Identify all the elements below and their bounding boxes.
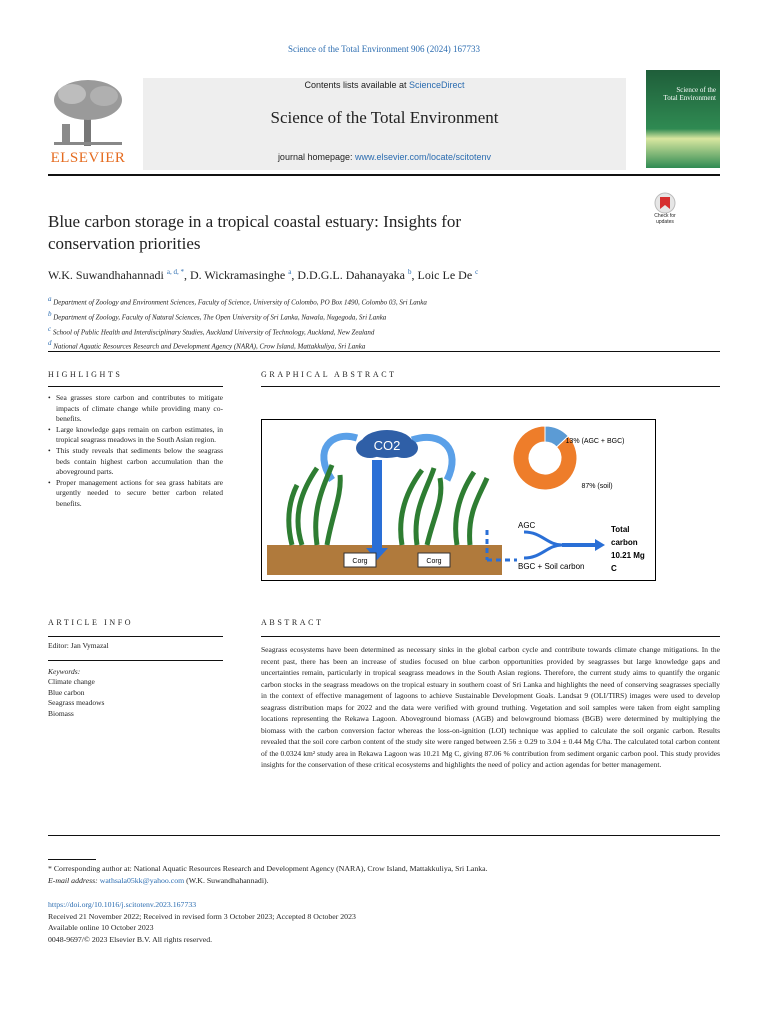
sciencedirect-link[interactable]: ScienceDirect [409, 80, 465, 90]
keyword: Blue carbon [48, 687, 85, 697]
author-sup[interactable]: a, d, * [166, 268, 184, 276]
article-title [48, 211, 608, 255]
article-meta [48, 899, 720, 945]
title-line-1: Blue carbon storage in a tropical coastal estuary: Insights for [48, 212, 462, 231]
article-info [48, 641, 223, 720]
check-updates-label: Check for updates [654, 213, 676, 225]
pie-label-agc-bgc: 13% (AGC + BGC) [565, 438, 625, 445]
carbon-share-pie [513, 426, 577, 490]
publisher-wordmark[interactable]: ELSEVIER [50, 150, 126, 166]
homepage-link[interactable]: www.elsevier.com/locate/scitotenv [355, 152, 492, 162]
cover-title-line2: Total Environment [663, 94, 716, 102]
check-updates-icon [648, 192, 682, 214]
article-info-heading: ARTICLE INFO [48, 618, 134, 627]
affiliation-sup: a [48, 295, 52, 303]
highlight-item: • Large knowledge gaps remain on carbon estimates, in tropical seagrass meadows in the South Asian region. [48, 425, 223, 446]
elsevier-tree-icon [48, 78, 128, 150]
keyword: Climate change [48, 677, 95, 687]
abstract-text: Seagrass ecosystems have been determined as necessary sinks in the global carbon cycle and contribute towards climate change mitigations. In the recent past, there has been an increase of studies focused on blue carbon opportunities provided by seagrasses but large knowledge gaps and uncertainties remain, particularly in tropical seagrass meadows in the South Asian regions. Therefore, the current study aims to quantify the organic carbon stocks in the seagrass meadows on the tropical estuary in southern coast of Sri Lanka and highlights the need of conserving seagrasses specially in the context of effective management of lagoons to achieve Sustainable Development Goals. Landsat 9 (OLI/TIRS) images were used to develop seagrass distribution maps for 2022 and the data were verified with ground truthing. Vegetation and soil samples were taken from eight sampling locations representing the Rekawa Lagoon. Aboveground biomass (AGB) and belowground biomass (BGB) were determined by multiplying the biomass with the carbon conversion factor whereas the loss-on-ignition (LOI) technique was applied to calculate the soil organic carbon. Results revealed that the soil core carbon content of the study site were ranged between 2.56 ± 0.29 to 3.04 ± 0.44 Mg C/ha. The calculated total carbon content of the 0.0324 km² study area in Rekawa Lagoon was 10.21 Mg C, giving 87.06 % contribution from sediment organic carbon pool. This study provides insights for the conservation of these critical ecosystems and highlights the need of policy and action agendas for better management. [261, 645, 720, 769]
agc-label: AGC [518, 521, 536, 530]
abstract-bottom-rule [48, 835, 720, 836]
available-online: Available online 10 October 2023 [48, 923, 154, 932]
affiliation-item [48, 324, 708, 339]
journal-title: Science of the Total Environment [270, 108, 499, 127]
doi-link[interactable]: https://doi.org/10.1016/j.scitotenv.2023.167733 [48, 900, 197, 909]
journal-cover[interactable] [646, 70, 720, 168]
affiliation-sup: b [48, 309, 52, 318]
author-name[interactable]: W.K. Suwandhahannadi [48, 268, 164, 282]
title-line-2: conservation priorities [48, 234, 201, 253]
bgc-soil-label: BGC + Soil carbon [518, 562, 585, 571]
bgc-flow-arrow [524, 545, 562, 558]
abstract-rule [261, 636, 720, 637]
highlights-heading: HIGHLIGHTS [48, 370, 123, 379]
contents-prefix: Contents lists available at [304, 80, 410, 90]
affiliation-text: National Aquatic Resources Research and Development Agency (NARA), Crow Island, Mattakkuliya, Sri Lanka [53, 342, 366, 351]
highlights-rule [48, 386, 223, 387]
abstract-heading: ABSTRACT [261, 618, 324, 627]
carbon-down-arrow [372, 460, 382, 550]
corg-label-right: Corg [426, 558, 442, 565]
cover-title-line1: Science of the [676, 86, 716, 94]
affiliation-text: Department of Zoology, Faculty of Natural Sciences, The Open University of Sri Lanka, Nawala, Nugegoda, Sri Lanka [53, 313, 387, 322]
highlights-list [48, 393, 223, 510]
affiliation-text: School of Public Health and Interdisciplinary Studies, Auckland University of Technology, Auckland, New Zealand [52, 327, 375, 336]
affiliation-item [48, 309, 708, 324]
author-sup[interactable]: b [408, 268, 412, 276]
author-name[interactable]: Loic Le De [417, 268, 473, 282]
header-rule [48, 174, 720, 176]
pie-label-soil: 87% (soil) [581, 483, 613, 490]
graphical-abstract-figure[interactable] [261, 419, 656, 581]
total-flow-arrow-head [595, 539, 605, 551]
total-carbon-line3: 10.21 Mg [611, 551, 645, 560]
copyright: 0048-9697/© 2023 Elsevier B.V. All rights reserved. [48, 934, 213, 944]
corresponding-author: * Corresponding author at: National Aquatic Resources Research and Development Agency (NARA), Crow Island, Mattakkuliya, Sri Lanka. [48, 864, 488, 873]
graphical-abstract-svg [262, 420, 655, 580]
footnotes [48, 863, 720, 887]
corg-label-left: Corg [352, 558, 368, 565]
received-dates: Received 21 November 2022; Received in revised form 3 October 2023; Accepted 8 October 2023 [48, 911, 356, 921]
contents-line [143, 80, 626, 90]
affiliation-sup: d [48, 339, 52, 348]
highlight-item: • Proper management actions for sea grass habitats are urgently needed to secure better carbon related benefits. [48, 478, 223, 510]
keyword: Biomass [48, 708, 74, 718]
keywords-label: Keywords: [48, 666, 81, 676]
email-label: E-mail address: [48, 876, 100, 885]
author-sup[interactable]: a [288, 268, 292, 276]
agc-flow-arrow [524, 532, 562, 545]
author-name[interactable]: D.D.G.L. Dahanayaka [297, 268, 405, 282]
email-suffix: (W.K. Suwandhahannadi). [184, 876, 269, 885]
affiliation-item [48, 294, 708, 309]
total-carbon-line1: Total [611, 525, 630, 534]
total-carbon-line2: carbon [611, 538, 638, 547]
author-name[interactable]: D. Wickramasinghe [189, 268, 286, 282]
homepage-prefix: journal homepage: [277, 152, 355, 162]
affiliations [48, 294, 708, 353]
editor-rule [48, 660, 223, 661]
email-line [48, 875, 720, 887]
affiliation-sup: c [48, 324, 52, 333]
total-carbon-line4: C [611, 564, 617, 573]
keyword: Seagrass meadows [48, 698, 105, 708]
affiliations-rule [48, 351, 720, 352]
highlight-item: • Sea grasses store carbon and contributes to mitigate impacts of climate change while providing many co-benefits. [48, 393, 223, 425]
author-list: W.K. Suwandhahannadi $^{a, d, *}$, D. Wickramasinghe $^a$, D.D.G.L. Dahanayaka $^b$, Loic Le De $^c$ [48, 268, 479, 282]
affiliation-text: Department of Zoology and Environment Sciences, Faculty of Science, University of Colombo, PO Box 1490, Colombo 03, Sri Lanka [53, 298, 427, 307]
email-link[interactable]: wathsala05kk@yahoo.com [99, 876, 185, 885]
footnote-rule [48, 859, 96, 860]
journal-reference[interactable]: Science of the Total Environment 906 (2024) 167733 [288, 44, 480, 54]
co2-label: CO2 [373, 438, 401, 453]
author-sup[interactable]: c [475, 268, 479, 276]
editor: Editor: Jan Vymazal [48, 641, 109, 650]
graphical-abstract-rule [261, 386, 720, 387]
highlight-item: • This study reveals that sediments below the seagrass beds contain highest carbon accumulation than the aboveground parts. [48, 446, 223, 478]
graphical-abstract-heading: GRAPHICAL ABSTRACT [261, 370, 397, 379]
article-info-rule [48, 636, 223, 637]
homepage-line [143, 152, 626, 162]
cover-title [650, 86, 716, 102]
